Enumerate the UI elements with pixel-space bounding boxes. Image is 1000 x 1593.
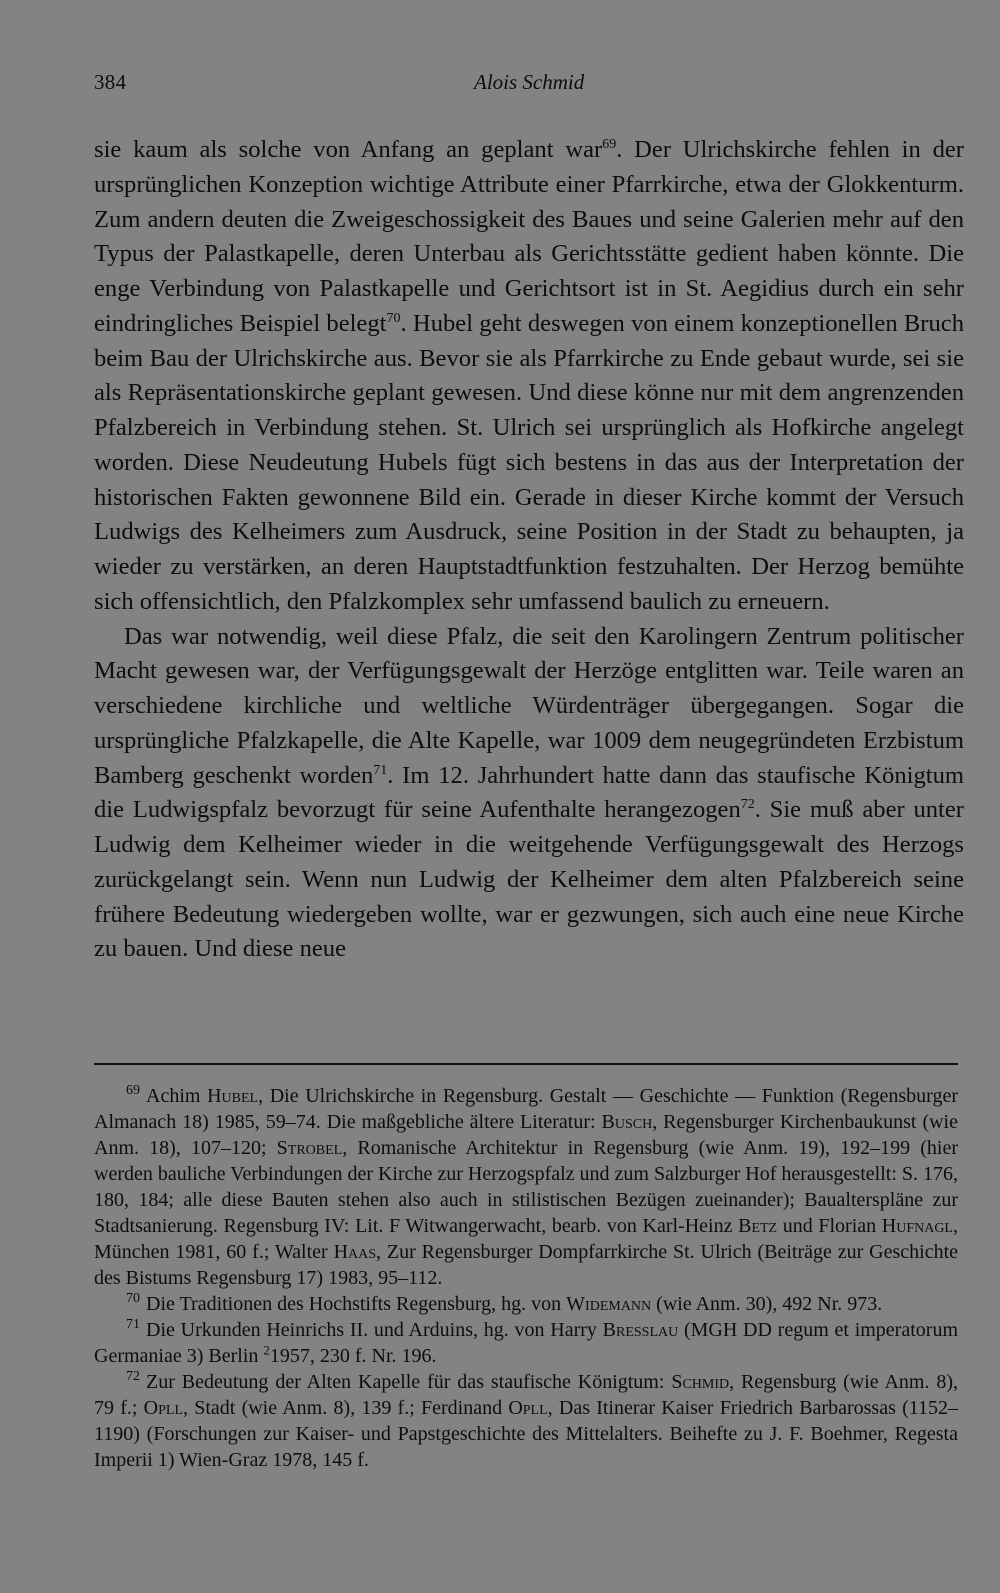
edition-superscript: 2: [263, 1342, 270, 1358]
footnote-ref-71[interactable]: 71: [373, 762, 388, 778]
author-name: Widemann: [566, 1293, 652, 1315]
text-segment: sie kaum als solche von Anfang an geplant war: [94, 136, 603, 163]
paragraph-2: [94, 620, 964, 968]
author-name: Hubel: [207, 1085, 259, 1107]
text-segment: , Romanische Architektur in Regensburg (wie Anm. 19), 192–199 (hier werden bauliche Verbindungen der Kirche zur Herzogspfalz und zum Salzburger Hof herausgestellt: S. 176, 180, 184; alle diese Bauten stehen also auch in stilistischen Bezügen zueinander); Baualterspläne zur Stadtsanierung. Regensburg IV: Lit. F Witwangerwacht, bearb. von Karl-Heinz: [94, 1137, 959, 1237]
author-name: Betz: [738, 1215, 778, 1237]
text-segment: , Regensburg (wie Anm. 8), 79 f.;: [94, 1371, 959, 1419]
author-name: Opll: [143, 1397, 184, 1419]
page-number: 384: [94, 70, 127, 94]
text-segment: Die Urkunden Heinrichs II. und Arduins, hg. von Harry: [146, 1319, 603, 1341]
text-segment: Das war notwendig, weil diese Pfalz, die seit den Karolingern Zentrum politischer Macht gewesen war, der Verfügungsgewalt der Herzöge entglitten war. Teile waren an verschiedene kirchliche und weltliche Würdenträger übergegangen. Sogar die ursprüngliche Pfalzkapelle, die Alte Kapelle, war 1009 dem neugegründeten Erzbistum Bamberg geschenkt worden: [94, 622, 964, 789]
footnote-ref-70[interactable]: 70: [386, 310, 401, 326]
text-segment: (wie Anm. 30), 492 Nr. 973.: [651, 1293, 883, 1315]
footnote-ref-69[interactable]: 69: [602, 136, 617, 152]
author-name: Schmid: [671, 1371, 730, 1393]
text-segment: . Im 12. Jahrhundert hatte dann das staufische Königtum die Ludwigspfalz bevorzugt für seine Aufenthalte herangezogen: [94, 761, 964, 824]
text-segment: Zur Bedeutung der Alten Kapelle für das staufische Königtum:: [146, 1371, 672, 1393]
text-segment: , Die Ulrichskirche in Regensburg. Gestalt — Geschichte — Funktion (Regensburger Almanach 18) 1985, 59–74. Die maßgebliche ältere Literatur:: [94, 1085, 958, 1133]
text-segment: 1957, 230 f. Nr. 196.: [269, 1345, 437, 1367]
author-name: Busch: [601, 1111, 653, 1133]
author-name: Strobel: [276, 1137, 343, 1159]
text-segment: (MGH DD regum et imperatorum Germaniae 3) Berlin: [94, 1319, 958, 1367]
footnote-ref-72[interactable]: 72: [740, 797, 755, 813]
footnote-70: 70 Die Traditionen des Hochstifts Regensburg, hg. von Widemann (wie Anm. 30), 492 Nr. 973.: [126, 1291, 883, 1315]
text-segment: , Regensburger Kirchenbaukunst (wie Anm. 18), 107–120;: [94, 1111, 958, 1159]
text-segment: . Sie muß aber unter Ludwig dem Kelheimer wieder in die weitgehende Verfügungsgewalt des Herzogs zurückgelangt sein. Wenn nun Ludwig der Kelheimer dem alten Pfalzbereich seine frühere Bedeutung wiedergeben wollte, war er gezwungen, sich auch eine neue Kirche zu bauen. Und diese neue: [94, 796, 964, 963]
running-head: [94, 70, 964, 100]
main-text: [94, 133, 964, 967]
text-segment: , Das Itinerar Kaiser Friedrich Barbarossas (1152–1190) (Forschungen zur Kaiser- und Papstgeschichte des Mittelalters. Beihefte zu J. F. Boehmer, Regesta Imperii 1) Wien-Graz 1978, 145 f.: [94, 1397, 958, 1471]
author-name: Opll: [508, 1397, 548, 1419]
text-segment: , Zur Regensburger Dompfarrkirche St. Ulrich (Beiträge zur Geschichte des Bistums Regensburg 17) 1983, 95–112.: [94, 1241, 959, 1289]
author-name: Hufnagl: [881, 1215, 953, 1237]
footnotes: [94, 1083, 958, 1473]
text-segment: , München 1981, 60 f.; Walter: [94, 1215, 958, 1263]
footnote-71: 71 Die Urkunden Heinrichs II. und Arduins, hg. von Harry Bresslau (MGH DD regum et imperatorum Germaniae 3) Berlin $^2$1957, 230 f. Nr. 196.: [94, 1317, 958, 1367]
author-name: Bresslau: [602, 1319, 679, 1341]
text-segment: Die Traditionen des Hochstifts Regensburg, hg. von: [146, 1293, 567, 1315]
text-segment: , Stadt (wie Anm. 8), 139 f.; Ferdinand: [183, 1397, 509, 1419]
text-segment: . Hubel geht deswegen von einem konzeptionellen Bruch beim Bau der Ulrichskirche aus. Bevor sie als Pfarrkirche zu Ende gebaut wurde, sei sie als Repräsentationskirche geplant gewesen. Und diese könne nur mit dem angrenzenden Pfalzbereich in Verbindung stehen. St. Ulrich sei ursprünglich als Hofkirche angelegt worden. Diese Neudeutung Hubels fügt sich bestens in das aus der Interpretation der historischen Fakten gewonnene Bild ein. Gerade in dieser Kirche kommt der Versuch Ludwigs des Kelheimers zum Ausdruck, seine Position in der Stadt zu behaupten, ja wieder zu verstärken, an deren Hauptstadtfunktion festzuhalten. Der Herzog bemühte sich offensichtlich, den Pfalzkomplex sehr umfassend baulich zu erneuern.: [94, 309, 964, 615]
text-segment: und Florian: [777, 1215, 882, 1237]
footnote-69: 69 Achim Hubel, Die Ulrichskirche in Regensburg. Gestalt — Geschichte — Funktion (Regensburger Almanach 18) 1985, 59–74. Die maßgebliche ältere Literatur: Busch, Regensburger Kirchenbaukunst (wie Anm. 18), 107–120; Strobel, Romanische Architektur in Regensburg (wie Anm. 19), 192–199 (hier werden bauliche Verbindungen der Kirche zur Herzogspfalz und zum Salzburger Hof herausgestellt: S. 176, 180, 184; alle diese Bauten stehen also auch in stilistischen Bezügen zueinander); Baualterspläne zur Stadtsanierung. Regensburg IV: Lit. F Witwangerwacht, bearb. von Karl-Heinz Betz und Florian Hufnagl, München 1981, 60 f.; Walter Haas, Zur Regensburger Dompfarrkirche St. Ulrich (Beiträge zur Geschichte des Bistums Regensburg 17) 1983, 95–112.: [94, 1083, 959, 1289]
footnote-72: 72 Zur Bedeutung der Alten Kapelle für das staufische Königtum: Schmid, Regensburg (wie Anm. 8), 79 f.; Opll, Stadt (wie Anm. 8), 139 f.; Ferdinand Opll, Das Itinerar Kaiser Friedrich Barbarossas (1152–1190) (Forschungen zur Kaiser- und Papstgeschichte des Mittelalters. Beihefte zu J. F. Boehmer, Regesta Imperii 1) Wien-Graz 1978, 145 f.: [94, 1369, 959, 1471]
text-segment: Achim: [146, 1085, 208, 1107]
running-title: Alois Schmid: [474, 70, 585, 94]
text-segment: . Der Ulrichskirche fehlen in der ursprünglichen Konzeption wichtige Attribute einer Pfarrkirche, etwa der Glokkenturm. Zum andern deuten die Zweigeschossigkeit des Baues und seine Galerien mehr auf den Typus der Palastkapelle, deren Unterbau als Gerichtsstätte gedient haben könnte. Die enge Verbindung von Palastkapelle und Gerichtsort ist in St. Aegidius durch ein sehr eindringliches Beispiel belegt: [94, 136, 964, 337]
footnote-divider: [94, 1063, 958, 1065]
author-name: Haas: [333, 1241, 377, 1263]
paragraph-1: [94, 133, 964, 620]
